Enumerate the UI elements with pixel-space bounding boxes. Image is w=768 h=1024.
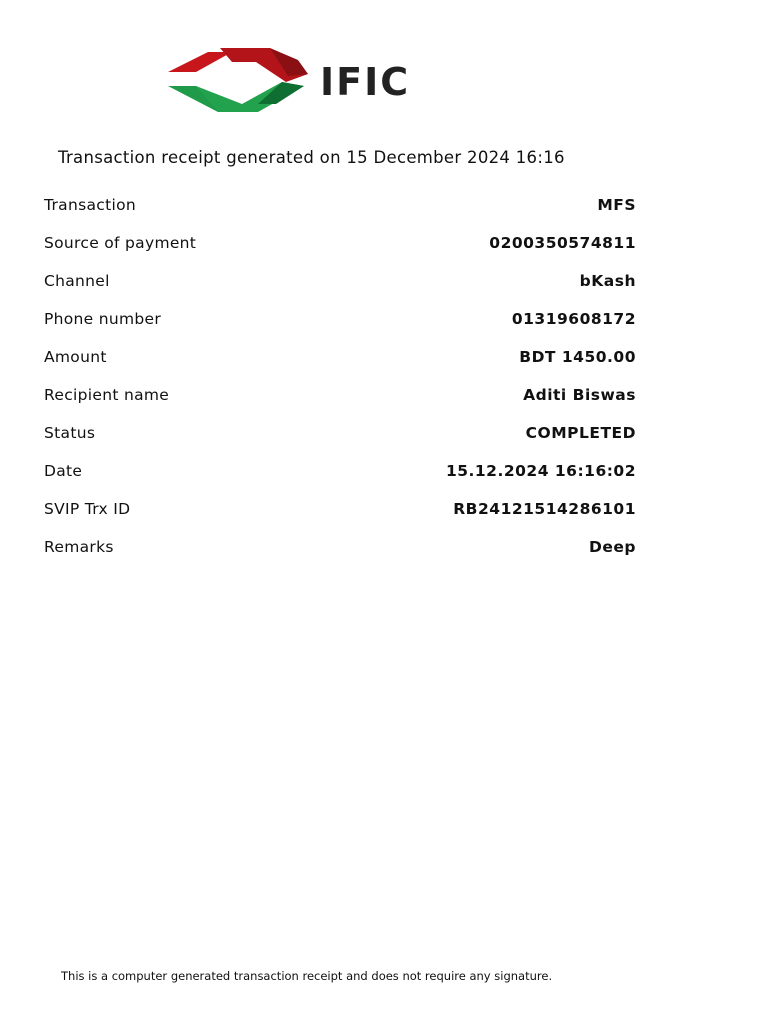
source-of-payment-label: Source of payment bbox=[44, 234, 197, 252]
row-channel bbox=[44, 268, 636, 306]
channel-value: bKash bbox=[579, 272, 636, 290]
date-label: Date bbox=[44, 462, 83, 480]
transaction-label: Transaction bbox=[44, 196, 136, 214]
row-transaction bbox=[44, 192, 636, 230]
row-recipient-name bbox=[44, 382, 636, 420]
svip-trx-id-label: SVIP Trx ID bbox=[44, 500, 131, 518]
status-value: COMPLETED bbox=[525, 424, 636, 442]
svip-trx-id-value: RB24121514286101 bbox=[453, 500, 636, 518]
ific-logo bbox=[166, 46, 432, 114]
receipt-details bbox=[44, 192, 636, 572]
logo-wordmark: IFIC bbox=[320, 60, 411, 104]
phone-number-value: 01319608172 bbox=[511, 310, 636, 328]
footer-note: This is a computer generated transaction receipt and does not require any signature. bbox=[61, 969, 553, 983]
source-of-payment-value: 0200350574811 bbox=[489, 234, 636, 252]
row-remarks bbox=[44, 534, 636, 572]
recipient-name-value: Aditi Biswas bbox=[523, 386, 636, 404]
row-status bbox=[44, 420, 636, 458]
row-phone-number bbox=[44, 306, 636, 344]
row-source-of-payment bbox=[44, 230, 636, 268]
amount-label: Amount bbox=[44, 348, 107, 366]
remarks-value: Deep bbox=[589, 538, 636, 556]
phone-number-label: Phone number bbox=[44, 310, 162, 328]
remarks-label: Remarks bbox=[44, 538, 114, 556]
status-label: Status bbox=[44, 424, 96, 442]
date-value: 15.12.2024 16:16:02 bbox=[445, 462, 636, 480]
amount-value: BDT 1450.00 bbox=[519, 348, 636, 366]
channel-label: Channel bbox=[44, 272, 110, 290]
recipient-name-label: Recipient name bbox=[44, 386, 170, 404]
transaction-value: MFS bbox=[597, 196, 636, 214]
ific-logo-mark bbox=[166, 46, 432, 114]
row-svip-trx-id bbox=[44, 496, 636, 534]
row-date bbox=[44, 458, 636, 496]
row-amount bbox=[44, 344, 636, 382]
receipt-title: Transaction receipt generated on 15 December 2024 16:16 bbox=[58, 148, 565, 167]
